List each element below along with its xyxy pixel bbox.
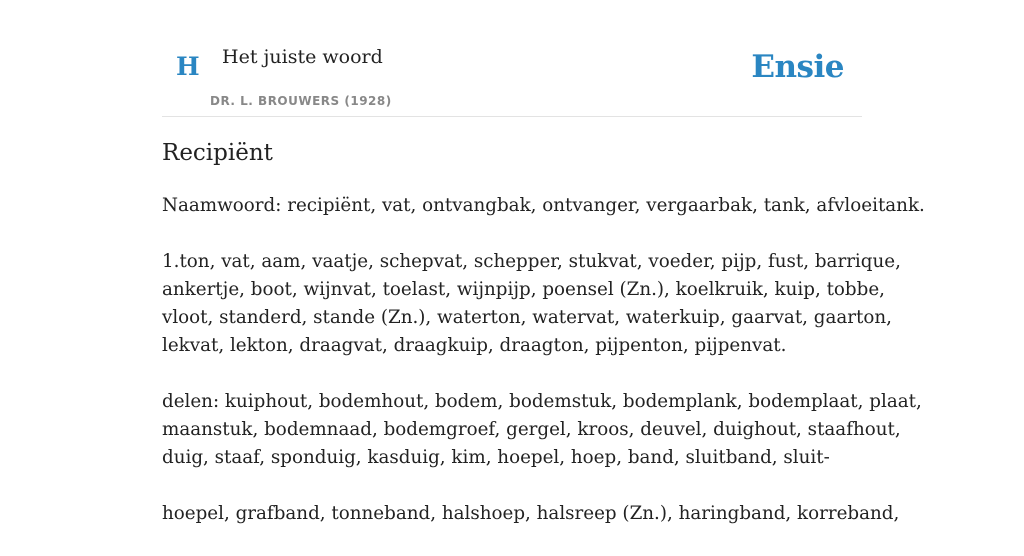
paragraph-line: vloot, standerd, stande (Zn.), waterton, watervat, waterkuip, gaarvat, gaarton, bbox=[162, 307, 892, 328]
synonyms-paragraph bbox=[162, 248, 901, 360]
book-icon[interactable]: H bbox=[176, 52, 200, 81]
paragraph-line: duig, staaf, sponduig, kasduig, kim, hoepel, hoep, band, sluitband, sluit- bbox=[162, 447, 830, 468]
paragraph-line: delen: kuiphout, bodemhout, bodem, bodemstuk, bodemplank, bodemplaat, plaat, bbox=[162, 391, 922, 412]
book-author: DR. L. BROUWERS (1928) bbox=[210, 94, 392, 108]
definition-paragraph bbox=[162, 192, 925, 220]
book-title-link[interactable]: Het juiste woord bbox=[222, 46, 383, 68]
paragraph-line: hoepel, grafband, tonneband, halshoep, halsreep (Zn.), haringband, korreband, bbox=[162, 503, 900, 524]
parts-paragraph bbox=[162, 388, 922, 472]
entry-title: Recipiënt bbox=[162, 140, 273, 166]
paragraph-line: 1.ton, vat, aam, vaatje, schepvat, schepper, stukvat, voeder, pijp, fust, barrique, bbox=[162, 251, 901, 272]
paragraph-line: ankertje, boot, wijnvat, toelast, wijnpijp, poensel (Zn.), koelkruik, kuip, tobbe, bbox=[162, 279, 885, 300]
header bbox=[162, 0, 862, 117]
brand-logo[interactable]: Ensie bbox=[751, 49, 844, 85]
entry-content bbox=[162, 192, 925, 556]
paragraph-line: maanstuk, bodemnaad, bodemgroef, gergel, kroos, deuvel, duighout, staafhout, bbox=[162, 419, 901, 440]
continuation-paragraph bbox=[162, 500, 900, 528]
paragraph-line: lekvat, lekton, draagvat, draagkuip, draagton, pijpenton, pijpenvat. bbox=[162, 335, 787, 356]
paragraph-line: Naamwoord: recipiënt, vat, ontvangbak, ontvanger, vergaarbak, tank, afvloeitank. bbox=[162, 195, 925, 216]
